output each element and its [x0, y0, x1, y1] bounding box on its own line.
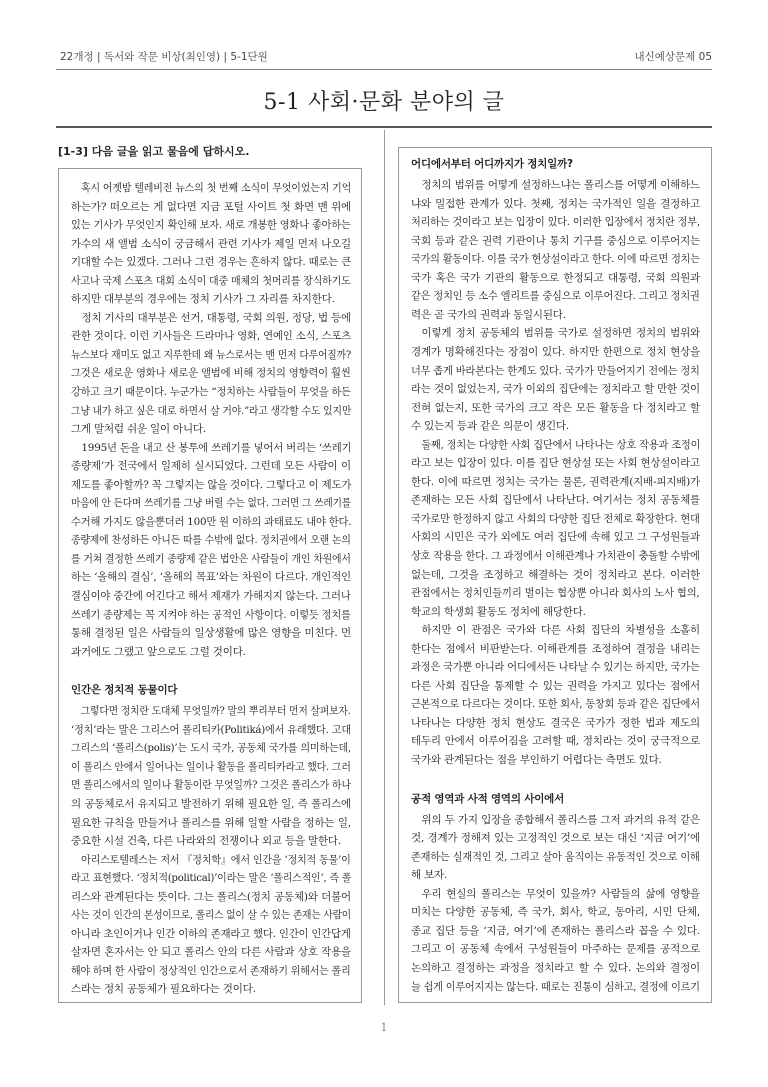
paragraph-line: 쓰레기 종량제는 꼭 지켜야 하는 공적인 사항이다. 이렇듯 정치를 [71, 608, 351, 621]
paragraph-line: 그냥 내가 하고 싶은 대로 하면서 살 거야.”라고 생각할 수도 있지만 [71, 404, 352, 417]
paragraph-line: 우리 현실의 폴리스는 무엇이 있을까? 사람들의 삶에 영향을 [421, 887, 700, 900]
passage-box-right [398, 147, 712, 1003]
paragraph [71, 439, 351, 662]
paragraph-line: 가수의 새 앨범 소식이 궁금해서 관련 기사가 제일 먼저 나오길 [71, 237, 351, 250]
paragraph-line: 위의 두 가지 입장을 종합해서 폴리스를 그저 과거의 유적 같은 [421, 813, 700, 826]
paragraph-line: 를 거쳐 결정한 쓰레기 종량제 같은 법안은 사람들이 개인 차원에서 [71, 552, 351, 565]
paragraph-line: 강하고 크기 때문이다. 누군가는 “정치하는 사람들이 무엇을 하든 [71, 386, 351, 399]
paragraph-line: 사는 것이 인간의 본성이므로, 폴리스 없이 살 수 있는 존재는 사람이 [71, 909, 351, 922]
paragraph-line: 의 공동체로서 유지되고 발전하기 위해 필요한 일, 즉 폴리스에 [71, 798, 351, 810]
paragraph-line: 제도를 좋아할까? 꼭 그렇지는 않을 것이다. 그렇다고 이 제도가 [71, 478, 352, 491]
section-heading: 공적 영역과 사적 영역의 사이에서 [411, 792, 565, 805]
paragraph-line: 있는 기사가 무엇인지 확인해 보자. 새로 개봉한 영화나 좋아하는 [71, 219, 351, 232]
page-title: 5-1 사회·문화 분야의 글 [263, 90, 505, 115]
paragraph-line: 하지만 이 관점은 국가와 다른 사회 집단의 차별성을 소홀히 [421, 624, 700, 637]
paragraph-line: 스라는 정치 공동체가 필요하다는 것이다. [71, 983, 256, 996]
paragraph-line: 없는데, 그것을 조정하고 해결하는 것이 정치라고 본다. 이러한 [411, 568, 700, 581]
paragraph-line: 종교 집단 등을 ‘지금, 여기’에 존재하는 폴리스라 꼽을 수 있다. [411, 924, 700, 937]
paragraph-line: 결심이야 중간에 어긴다고 해서 제재가 가해지지 않는다. 그러나 [71, 590, 351, 603]
paragraph-line: 관점에서는 정치인들끼리 벌이는 협상뿐 아니라 회사의 노사 협의, [411, 587, 700, 600]
page-number: 1 [380, 1021, 388, 1034]
paragraph-line: 라는 것이 없었는지, 국가 이외의 집단에는 정치라고 할 만한 것이 [411, 383, 700, 396]
header-rule [56, 69, 712, 70]
paragraph-line: 한다. 이에 따르면 정치는 국가는 물론, 권력관계(지배-피지배)가 [411, 475, 700, 488]
paragraph-line: 같은 정치인 등 소수 엘리트를 중심으로 이루어진다. 그리고 정치권 [411, 290, 700, 303]
paragraph [411, 811, 700, 885]
paragraph-line: 기대할 수는 있겠다. 그러나 그런 경우는 흔하지 않다. 때로는 큰 [71, 256, 352, 269]
paragraph-line: 종량제’가 전국에서 일제히 실시되었다. 그런데 모든 사람이 이 [71, 460, 351, 473]
paragraph [71, 309, 351, 439]
paragraph-line: 국회 등과 같은 권력 기관이나 통치 기구를 중심으로 이루어지는 [411, 234, 700, 247]
paragraph-line: 냐와 밀접한 관계가 있다. 첫째, 정치는 국가적인 일을 결정하고 [411, 197, 700, 210]
paragraph-line: 아리스토텔레스는 저서 『정치학』에서 인간을 ‘정치적 동물’이 [81, 853, 351, 866]
paragraph-line: 아니라 초인이거나 인간 이하의 존재라고 했다. 인간이 인간답게 [71, 927, 351, 940]
paragraph-line: 늘 쉽게 이루어지지는 않는다. 때로는 진통이 심하고, 결정에 이르기 [411, 980, 700, 993]
paragraph-line: 라고 표현했다. ‘정치적(political)’이라는 말은 ‘폴리스적인’, 즉 폴 [71, 872, 352, 885]
paragraph-line: 전혀 없는지, 또한 국가의 크고 작은 모든 활동을 다 정치라고 할 [411, 401, 700, 414]
paragraph-line: 필요한 규칙을 만들거나 폴리스를 위해 일할 사람을 정하는 일, [71, 816, 351, 829]
paragraph-line: 국가와 관계된다는 점을 부인하기 어렵다는 측면도 있다. [411, 754, 662, 766]
question-instruction: [1-3] 다음 글을 읽고 물음에 답하시오. [58, 145, 250, 158]
paragraph-line: 너무 좁게 바라본다는 한계도 있다. 국가가 만들어지기 전에는 정치 [411, 364, 700, 377]
paragraph-line: 경계가 명확해진다는 장점이 있다. 하지만 한편으로 정치 현상을 [411, 345, 700, 358]
paragraph [411, 176, 700, 324]
paragraph-line: 근본적으로 다르다는 것이다. 또한 회사, 동창회 등과 같은 집단에서 [411, 698, 700, 711]
paragraph-line: 그게 말처럼 쉬운 일이 아니다. [71, 423, 207, 436]
paragraph-line: 국가의 활동이다. 이를 국가 현상설이라고 한다. 이에 따르면 정치는 [411, 253, 700, 266]
paragraph-line: 수거해 가지도 않을뿐더러 100만 원 이하의 과태료도 내야 한다. [71, 515, 352, 528]
section-heading: 어디에서부터 어디까지가 정치일까? [411, 158, 573, 170]
header-course-info: 22개정 | 독서와 작문 비상(최인영) | 5-1단원 [60, 51, 268, 63]
paragraph-line: 그것은 새로운 영화나 새로운 앨범에 비해 정치의 영향력이 훨씬 [71, 367, 351, 380]
paragraph-line: 상호 작용을 한다. 그 과정에서 이해관계나 가치관이 충돌할 수밖에 [411, 549, 700, 562]
column-divider [384, 130, 385, 1005]
title-rule [56, 126, 712, 128]
paragraph-line: 살자면 혼자서는 안 되고 폴리스 안의 다른 사람과 상호 작용을 [71, 946, 351, 959]
paragraph-line: 것, 경계가 정해져 있는 고정적인 것으로 보는 대신 ‘지금 여기’에 [411, 832, 700, 845]
paragraph-line: 중요한 시설 건축, 다른 나라와의 전쟁이나 외교 등을 말한다. [71, 835, 342, 848]
paragraph-line: 국가로만 한정하지 않고 사회의 다양한 집단 전체로 확장한다. 현대 [411, 512, 700, 525]
paragraph-line: 그리고 이 공동체 속에서 구성원들이 마주하는 문제를 공적으로 [411, 943, 700, 956]
paragraph-line: 나타나는 다양한 정치 현상도 결국은 국가가 정한 법과 제도의 [411, 716, 700, 729]
paragraph-line: 1995년 돈을 내고 산 봉투에 쓰레기를 넣어서 버리는 ‘쓰레기 [81, 441, 352, 454]
paragraph-line: 하지만 대부분의 경우에는 정치 기사가 그 자리를 차지한다. [71, 293, 335, 306]
paragraph-line: 면 폴리스에서의 일이나 활동이란 무엇일까? 그것은 폴리스가 하나 [71, 779, 351, 792]
paragraph-line: 하는 ‘올해의 결심’, ‘올해의 목표’와는 차원이 다르다. 개인적인 [71, 571, 351, 584]
paragraph-line: 처리하는 것이라고 보는 입장이 있다. 이러한 입장에서 정치란 정부, [411, 216, 700, 229]
paragraph-line: 테두리 안에서 이루어짐을 고려할 때, 정치라는 것이 궁극적으로 [411, 735, 700, 748]
paragraph-line: 다른 사회 집단을 통제할 수 있는 권력을 가지고 있다는 점에서 [411, 679, 700, 692]
paragraph-line: 이렇게 정치 공동체의 범위를 국가로 설정하면 정치의 범위와 [421, 327, 700, 340]
paragraph-line: 한다는 점에서 비판받는다. 이해관계를 조정하여 결정을 내리는 [411, 642, 700, 655]
paragraph [71, 851, 351, 999]
paragraph-line: 과정은 국가뿐 아니라 어디에서든 나타날 수 있기는 하지만, 국가는 [411, 661, 700, 674]
paragraph-line: 력은 곧 국가의 권력과 동일시된다. [411, 308, 566, 321]
paragraph [71, 702, 351, 850]
paragraph [411, 324, 700, 435]
paragraph [71, 179, 351, 309]
paragraph-line: 혹시 어젯밤 텔레비전 뉴스의 첫 번째 소식이 무엇이었는지 기억 [81, 182, 352, 194]
paragraph-line: 수 있는지 등과 같은 의문이 생긴다. [411, 420, 570, 433]
paragraph-line: 종량제에 찬성하든 아니든 따를 수밖에 없다. 정치권에서 오랜 논의 [71, 534, 351, 547]
paragraph-line: 존재하는 실재적인 것, 그리고 살아 움직이는 유동적인 것으로 이해 [411, 850, 700, 863]
paragraph-line: 관한 것이다. 이런 기사들은 드라마나 영화, 연예인 소식, 스포츠 [71, 330, 352, 343]
paragraph-line: 과거에도 그랬고 앞으로도 그럴 것이다. [71, 645, 246, 658]
paragraph-line: ‘정치’라는 말은 그리스어 폴리티카(Politiká)에서 유래했다. 고대 [71, 723, 351, 736]
paragraph-line: 사고나 국제 스포츠 대회 소식이 대중 매체의 첫머리를 장식하기도 [71, 274, 351, 287]
paragraph-line: 하는가? 떠오르는 게 없다면 지금 포털 사이트 첫 화면 맨 위에 [71, 200, 351, 213]
paragraph-line: 정치 기사의 대부분은 선거, 대통령, 국회 의원, 정당, 법 등에 [81, 311, 351, 324]
paragraph-line: 미치는 다양한 공동체, 즉 국가, 회사, 학교, 동아리, 시민 단체, [411, 906, 700, 919]
paragraph-line: 해 보자. [411, 869, 448, 882]
paragraph-line: 논의하고 결정하는 과정을 정치라고 할 수 있다. 논의와 결정이 [411, 961, 700, 974]
paragraph-line: 둘째, 정치는 다양한 사회 집단에서 나타나는 상호 작용과 조정이 [421, 438, 701, 451]
paragraph-line: 학교의 학생회 활동도 정치에 해당한다. [411, 605, 586, 618]
passage-box-left [58, 168, 362, 1003]
paragraph-line: 마음에 안 든다며 쓰레기를 그냥 버릴 수는 없다. 그러면 그 쓰레기를 [71, 497, 351, 510]
paragraph-line: 그렇다면 정치란 도대체 무엇일까? 말의 뿌리부터 먼저 살펴보자. [80, 705, 351, 718]
paragraph [411, 621, 700, 769]
paragraph-line: 해야 하며 한 사람이 정상적인 인간으로서 존재하기 위해서는 폴리 [71, 964, 351, 977]
paragraph-line: 뉴스보다 재미도 없고 지루한데 왜 뉴스로서는 맨 먼저 다루어질까? [71, 348, 351, 361]
paragraph [411, 436, 700, 621]
paragraph-line: 이 폴리스 안에서 일어나는 일이나 활동을 폴리티카라고 했다. 그러 [71, 760, 351, 773]
section-heading: 인간은 정치적 동물이다 [71, 684, 178, 697]
paragraph [411, 885, 700, 996]
paragraph-line: 사회의 시민은 국가 외에도 여러 집단에 속해 있고 그 구성원들과 [411, 531, 700, 544]
paragraph-line: 통해 결정된 일은 사람들의 일상생활에 많은 영향을 미친다. 먼 [71, 627, 351, 640]
paragraph-line: 국가 혹은 국가 기관의 활동으로 한정되고 대통령, 국회 의원과 [411, 271, 700, 284]
paragraph-line: 존재하는 모든 사회 집단에서 나타난다. 여기서는 정치 공동체를 [411, 494, 700, 507]
header-exam-label: 내신예상문제 05 [634, 51, 712, 63]
paragraph-line: 정치의 범위를 어떻게 설정하느냐는 폴리스를 어떻게 이해하느 [421, 179, 700, 192]
paragraph-line: 그리스의 ‘폴리스(polis)’는 도시 국가, 공동체 국가를 의미하는데, [71, 742, 352, 755]
paragraph-line: 라고 보는 입장이 있다. 이를 집단 현상설 또는 사회 현상설이라고 [411, 457, 700, 470]
paragraph-line: 리스와 관계된다는 뜻이다. 그는 폴리스(정치 공동체)와 더불어 [71, 890, 351, 903]
